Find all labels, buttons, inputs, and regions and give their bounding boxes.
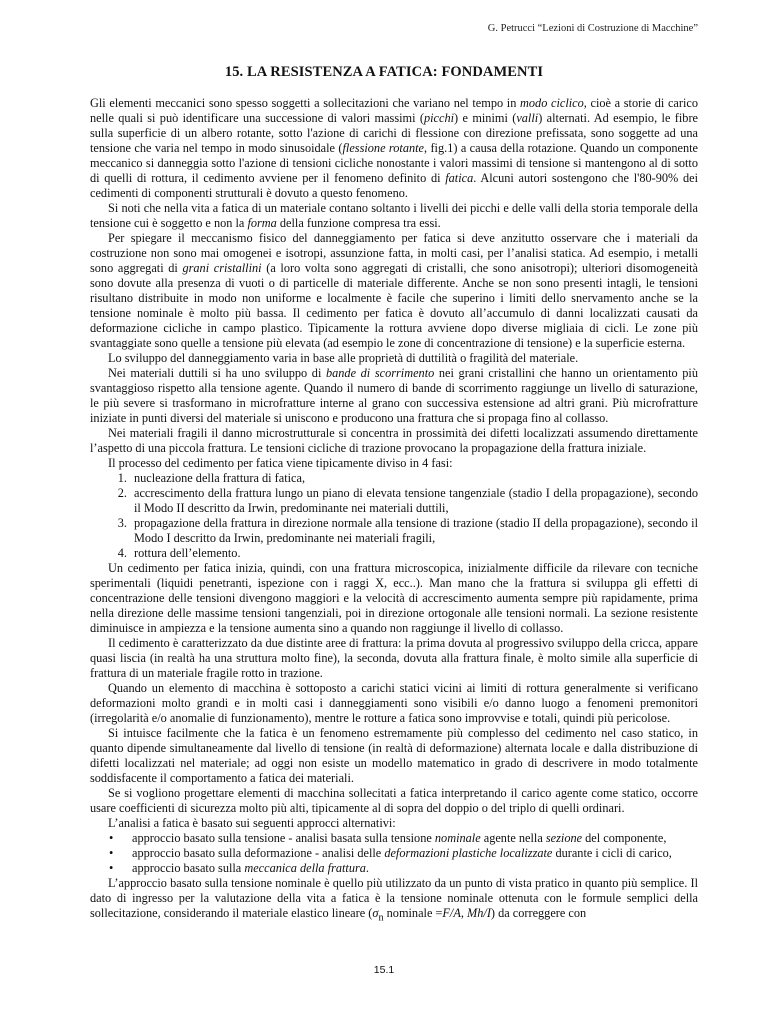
bullet-icon: • [109,861,114,875]
bullet-icon: • [109,846,114,860]
list-item: • approccio basato sulla meccanica della frattura. [109,861,369,875]
approaches-list [90,831,698,876]
paragraph-4: Lo sviluppo del danneggiamento varia in base alle proprietà di duttilità o fragilità del materiale. [108,351,579,365]
paragraph-3: Per spiegare il meccanismo fisico del danneggiamento per fatica si deve anzitutto osservare che i materiali da costruzione non sono mai omogenei e isotropi, assunzione fatta, in molti casi, per l’analisi statica. Ad esempio, i metalli sono aggregati di grani cristallini (a loro volta sono aggregati di cristalli, che sono anisotropi); ulteriori disomogeneità sono dovute alla presenza di vuoti o di particelle di materiale differente. Anche se non sono presenti intagli, le tensioni risultano distribuite in modo non uniforme e localmente è facile che superino i limiti dello snervamento anche se la tensione nominale è molto più bassa. Il cedimento per fatica è dovuto all’accumulo di danni localizzati causati da deformazione cicliche in campo plastico. Tipicamente la rottura avviene dopo diverse migliaia di cicli. Le zone più svantaggiate sono quelle a tensione più elevata (ad esempio le zone di concentrazione di tensione) e la superficie esterna. [90,231,699,350]
paragraph-12: Se si vogliono progettare elementi di macchina sollecitati a fatica interpretando il carico agente come statico, occorre usare coefficienti di sicurezza molto più alti, tipicamente al di sopra del doppio o del triplo di quelli ordinari. [90,786,698,815]
paragraph-2: Si noti che nella vita a fatica di un materiale contano soltanto i livelli dei picchi e delle valli della storia temporale della tensione cui è soggetto e non la forma della funzione compresa tra essi. [90,201,698,230]
paragraph-7: Il processo del cedimento per fatica viene tipicamente diviso in 4 fasi: [108,456,453,470]
list-item: • approccio basato sulla tensione - analisi basata sulla tensione nominale agente nella sezione del componente, [109,831,667,845]
body-text [90,96,698,925]
paragraph-13: L’analisi a fatica è basato sui seguenti approcci alternativi: [108,816,396,830]
list-item: 2. accrescimento della frattura lungo un piano di elevata tensione tangenziale (stadio I della propagazione), secondo il Modo II descritto da Irwin, predominante nei materiali duttili, [130,486,698,516]
paragraph-14: L’approccio basato sulla tensione nominale è quello più utilizzato da un punto di vista pratico in quanto più semplice. Il dato di ingresso per la valutazione della vita a fatica è la tensione nominale ottenuta con le formule semplici della sollecitazione, considerando il materiale elastico lineare ($\sigma_n$ nominale =F/A, Mh/I) da correggere con [90,876,698,924]
paragraph-11: Si intuisce facilmente che la fatica è un fenomeno estremamente più complesso del cedimento nel caso statico, in quanto dipende simultaneamente dal livello di tensione (in realtà di deformazione) alternata locale e dalla distribuzione di difetti localizzati nel materiale; ad oggi non esiste un modello matematico in grado di descrivere in modo totalmente soddisfacente il comportamento a fatica dei materiali. [90,726,698,785]
fatigue-phases-list [90,471,698,561]
paragraph-8: Un cedimento per fatica inizia, quindi, con una frattura microscopica, inizialmente difficile da rilevare con tecniche sperimentali (liquidi penetranti, ispezione con i raggi X, ecc..). Man mano che la frattura si sviluppa gli effetti di concentrazione delle tensioni divengono maggiori e la velocità di accrescimento aumenta sempre più rapidamente, prima nella direzione delle massime tensioni tangenziali, poi in direzione ortogonale alle tensioni normali. La sezione resistente diminuisce in ampiezza e la tensione aumenta sino a quando non raggiunge il livello di collasso. [90,561,698,635]
chapter-title: 15. LA RESISTENZA A FATICA: FONDAMENTI [224,64,544,80]
running-header: G. Petrucci “Lezioni di Costruzione di Macchine” [487,23,698,34]
paragraph-6: Nei materiali fragili il danno microstrutturale si concentra in prossimità dei difetti localizzati assumendo direttamente l’aspetto di una piccola frattura. Le tensioni cicliche di trazione provocano la propagazione della frattura iniziale. [90,426,698,455]
page-number: 15.1 [373,964,395,976]
list-item: 3. propagazione della frattura in direzione normale alla tensione di trazione (stadio II della propagazione), secondo il Modo I descritto da Irwin, predominante nei materiali fragili, [130,516,698,546]
list-item: • approccio basato sulla deformazione - analisi delle deformazioni plastiche localizzate durante i cicli di carico, [109,846,672,860]
bullet-icon: • [109,831,114,845]
paragraph-5: Nei materiali duttili si ha uno sviluppo di bande di scorrimento nei grani cristallini che hanno un orientamento più svantaggioso rispetto alla tensione agente. Quando il numero di bande di scorrimento raggiunge un livello di saturazione, le più severe si trasformano in microfratture interne al grano con successiva estensione ad altri grani. Più microfratture iniziate in punti diversi del materiale si uniscono e producono una frattura che si propaga fino al collasso. [90,366,698,425]
paragraph-1: Gli elementi meccanici sono spesso soggetti a sollecitazioni che variano nel tempo in modo ciclico, cioè a storie di carico nelle quali si può identificare una successione di valori massimi (picchi) e minimi (valli) alternati. Ad esempio, le fibre sulla superficie di un albero rotante, sotto l'azione di carichi di flessione con direzione prefissata, sono soggette ad una tensione che varia nel tempo in modo sinusoidale (flessione rotante, fig.1) a causa della rotazione. Quando un componente meccanico si danneggia sotto l'azione di tensioni cicliche nonostante i valori massimi di tensione si mantengono al di sotto di quelli di rottura, il cedimento avviene per il fenomeno definito di fatica. Alcuni autori sostengono che l'80-90% dei cedimenti di componenti strutturali è dovuto a questo fenomeno. [90,96,699,200]
list-item: 1. nucleazione della frattura di fatica, [130,471,698,486]
list-item: 4. rottura dell’elemento. [130,546,698,561]
paragraph-9: Il cedimento è caratterizzato da due distinte aree di frattura: la prima dovuta al progressivo sviluppo della cricca, appare quasi liscia (in realtà ha una struttura molto fine), la seconda, dovuta alla frattura finale, è molto simile alla superficie di frattura di un materiale fragile rotto in trazione. [90,636,698,680]
paragraph-10: Quando un elemento di macchina è sottoposto a carichi statici vicini ai limiti di rottura generalmente si verificano deformazioni molto grandi e in molti casi i danneggiamenti sono visibili e/o danno luogo a fenomeni premonitori (irregolarità e/o anomalie di funzionamento), mentre le rotture a fatica sono improvvise e totali, quindi più pericolose. [90,681,698,725]
